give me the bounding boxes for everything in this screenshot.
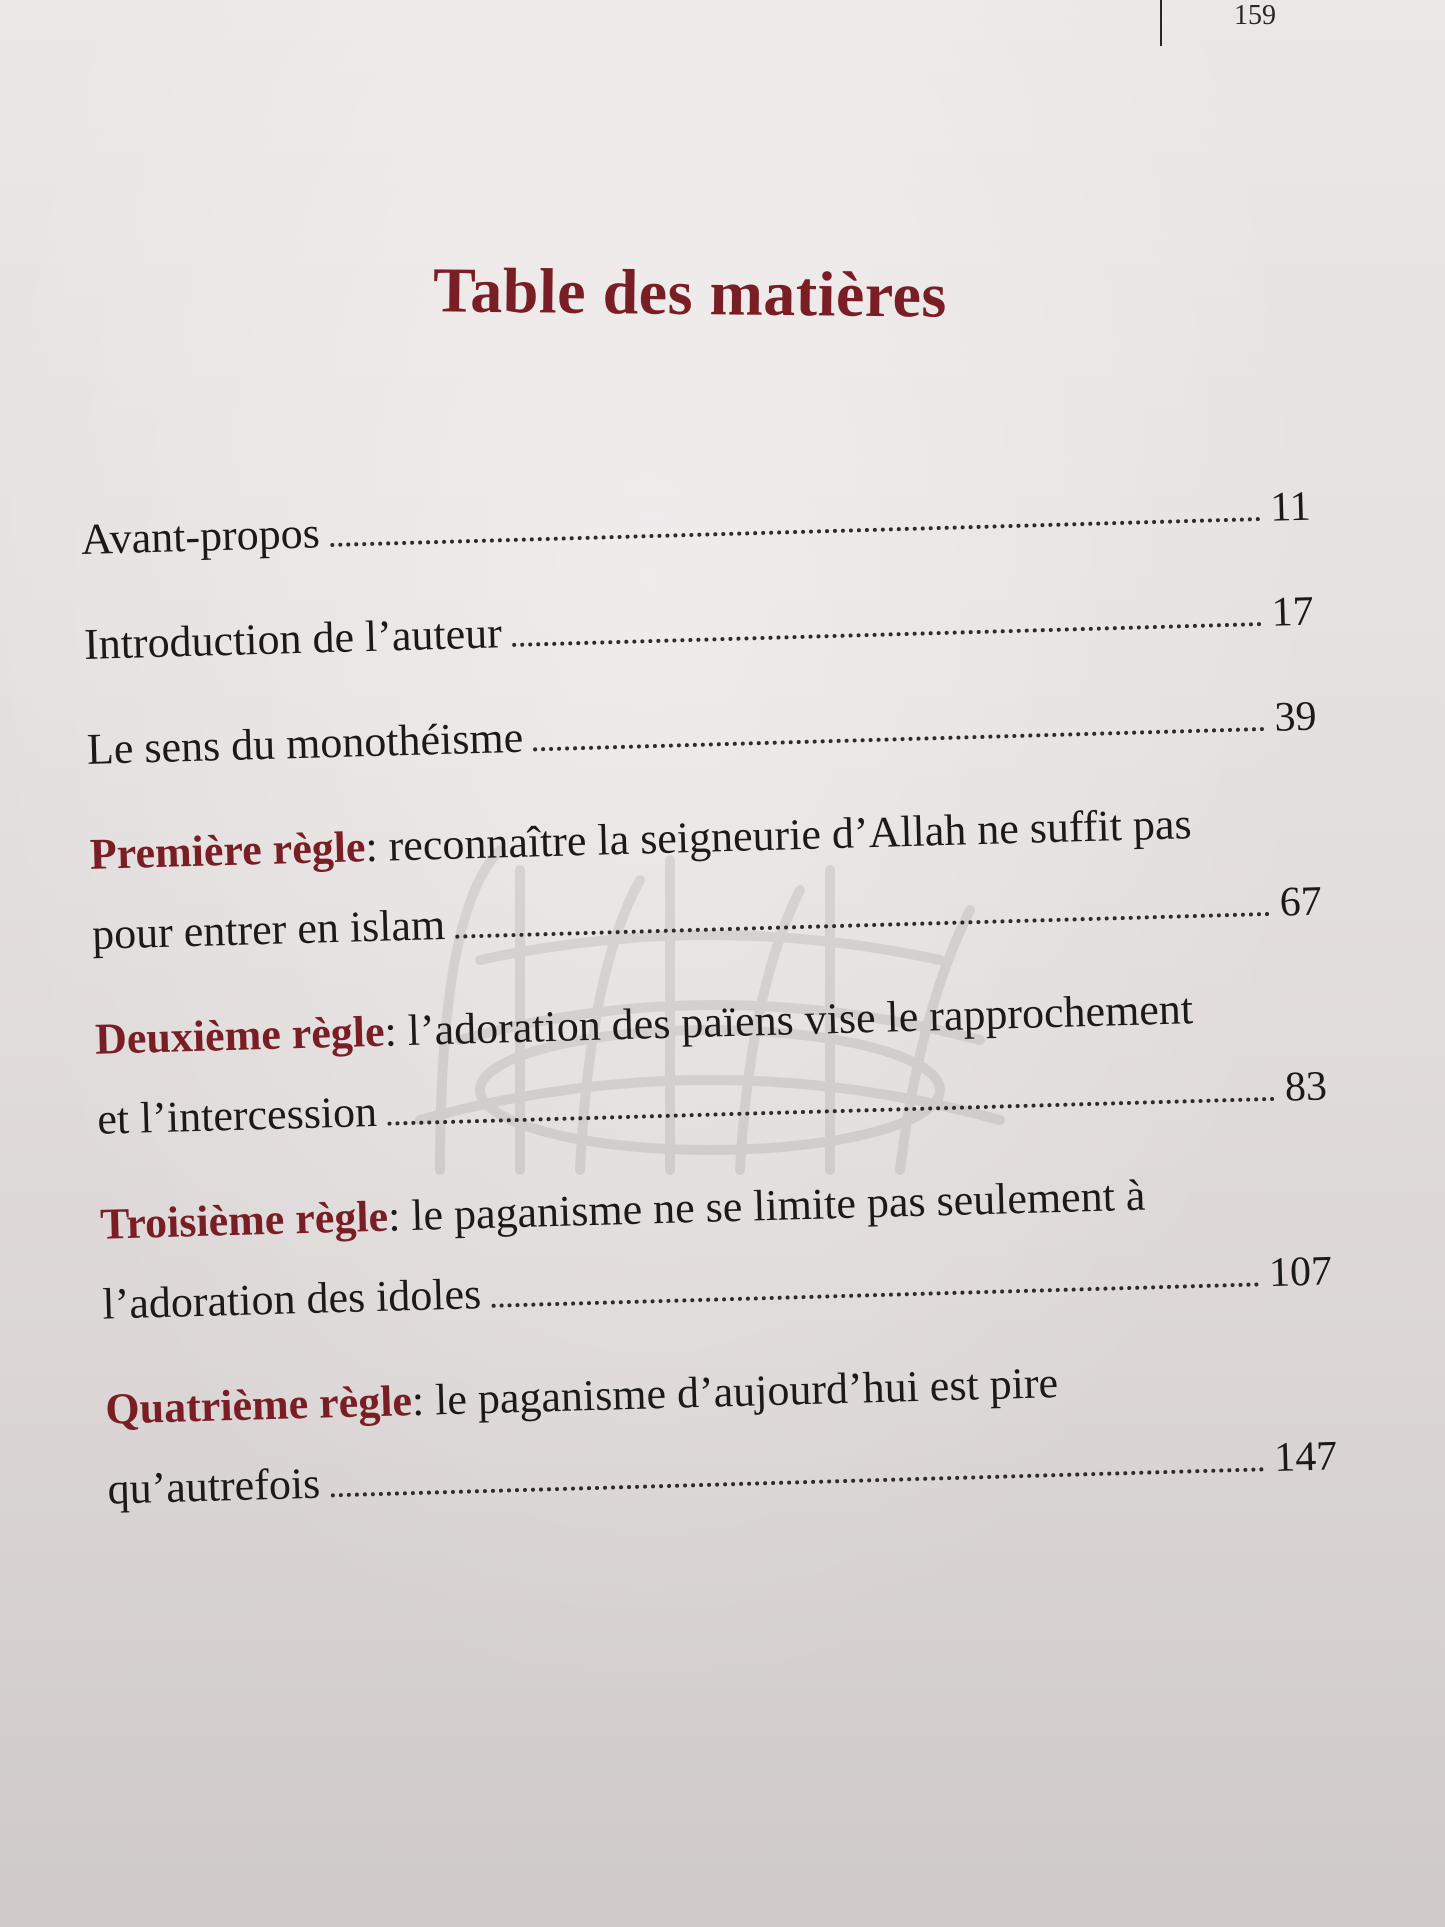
toc-entry-title-continued: pour entrer en islam: [91, 899, 446, 959]
toc-entry-premiere-regle[interactable]: [89, 781, 1323, 976]
dot-leader: [455, 912, 1270, 939]
rule-label: Troisième règle: [99, 1191, 389, 1249]
rule-label: Quatrième règle: [104, 1376, 413, 1434]
toc-entry-title: Avant-propos: [80, 508, 321, 564]
toc-entry-deuxieme-regle[interactable]: [94, 965, 1328, 1160]
rule-label: Deuxième règle: [94, 1006, 386, 1064]
dot-leader: [512, 622, 1262, 647]
toc-page-number: 107: [1268, 1248, 1333, 1297]
toc-entry-avant-propos[interactable]: [80, 466, 1312, 581]
toc-page-number: 39: [1273, 693, 1318, 741]
dot-leader: [387, 1097, 1275, 1126]
dot-leader: [533, 727, 1265, 751]
toc-page-number: 67: [1279, 878, 1323, 926]
toc-entry-title: : le paganisme ne se limite pas seulement à: [387, 1170, 1146, 1241]
toc-entry-title: : l’adoration des païens vise le rapprochement: [383, 984, 1194, 1056]
toc-entry-title-continued: qu’autrefois: [106, 1458, 321, 1514]
toc-entry-title: Le sens du monothéisme: [86, 712, 524, 774]
toc-page-number: 83: [1284, 1063, 1328, 1111]
rule-label: Première règle: [89, 822, 367, 879]
toc-entry-title-continued: l’adoration des idoles: [101, 1269, 482, 1329]
toc-entry-title: : reconnaître la seigneurie d’Allah ne suffit pas: [364, 799, 1193, 872]
page-number: 159: [1234, 0, 1276, 31]
toc-page-number: 11: [1269, 483, 1312, 531]
toc-entry-title: : le paganisme d’aujourd’hui est pire: [411, 1358, 1059, 1426]
toc-entry-title: Introduction de l’auteur: [83, 608, 503, 669]
toc-entry-sens-monotheisme[interactable]: [86, 676, 1318, 791]
table-of-contents: [80, 466, 1339, 1555]
toc-entry-troisieme-regle[interactable]: [99, 1150, 1333, 1345]
dot-leader: [330, 1467, 1264, 1497]
dot-leader: [491, 1282, 1259, 1307]
toc-entry-quatrieme-regle[interactable]: [104, 1335, 1338, 1530]
page-title: Table des matières: [432, 254, 948, 331]
header-rule: [1160, 0, 1162, 46]
toc-page-number: 17: [1270, 588, 1315, 636]
toc-page-number: 147: [1273, 1433, 1338, 1482]
toc-entry-title-continued: et l’intercession: [96, 1086, 378, 1144]
dot-leader: [330, 517, 1261, 547]
toc-entry-introduction[interactable]: [83, 571, 1315, 686]
